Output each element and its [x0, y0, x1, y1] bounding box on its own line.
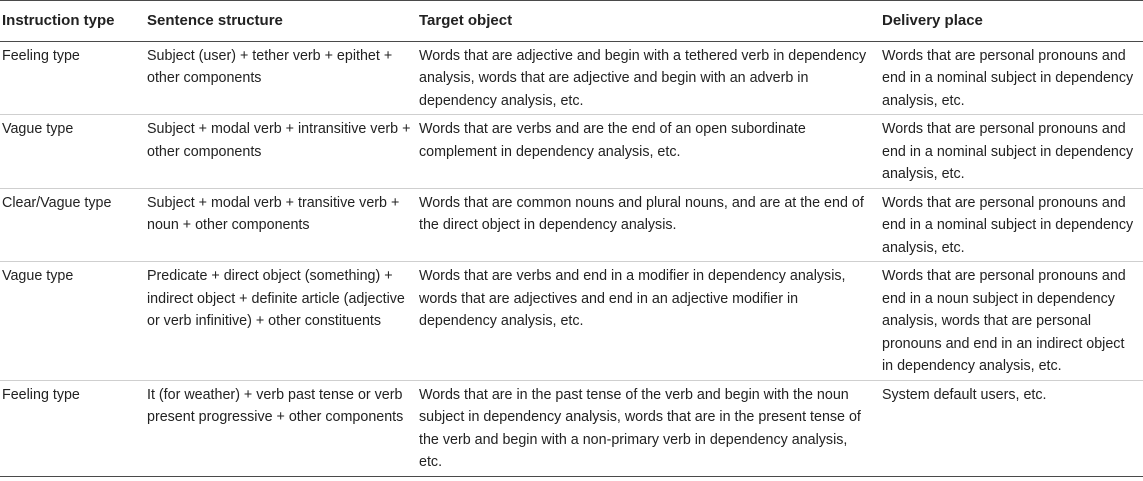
cell-instruction-type: Vague type [0, 262, 145, 381]
cell-target-object: Words that are in the past tense of the verb and begin with the noun subject in dependency analysis, words that are in the present tense of the verb and begin with a non-primary verb in dependency analysis, etc. [417, 380, 880, 476]
cell-instruction-type: Vague type [0, 115, 145, 189]
cell-sentence-structure: Subject (user) + tether verb + epithet + other components [145, 41, 417, 115]
cell-sentence-structure: It (for weather) + verb past tense or verb present progressive + other components [145, 380, 417, 476]
header-target-object: Target object [417, 1, 880, 42]
cell-target-object: Words that are adjective and begin with a tethered verb in dependency analysis, words that are adjective and begin with an adverb in dependency analysis, etc. [417, 41, 880, 115]
cell-sentence-structure: Predicate + direct object (something) + indirect object + definite article (adjective or verb infinitive) + other constituents [145, 262, 417, 381]
table-header [0, 1, 1143, 42]
table-row [0, 262, 1143, 381]
table-row [0, 380, 1143, 476]
header-delivery-place: Delivery place [880, 1, 1143, 42]
table-body [0, 41, 1143, 476]
cell-delivery-place: System default users, etc. [880, 380, 1143, 476]
cell-delivery-place: Words that are personal pronouns and end in a nominal subject in dependency analysis, etc. [880, 188, 1143, 262]
table-row [0, 115, 1143, 189]
header-sentence-structure: Sentence structure [145, 1, 417, 42]
cell-target-object: Words that are verbs and are the end of an open subordinate complement in dependency analysis, etc. [417, 115, 880, 189]
cell-target-object: Words that are verbs and end in a modifier in dependency analysis, words that are adjectives and end in an adjective modifier in dependency analysis, etc. [417, 262, 880, 381]
header-instruction-type: Instruction type [0, 1, 145, 42]
header-row [0, 1, 1143, 42]
cell-instruction-type: Clear/Vague type [0, 188, 145, 262]
cell-delivery-place: Words that are personal pronouns and end in a noun subject in dependency analysis, words that are personal pronouns and end in an indirect object in dependency analysis, etc. [880, 262, 1143, 381]
table-row [0, 41, 1143, 115]
cell-delivery-place: Words that are personal pronouns and end in a nominal subject in dependency analysis, etc. [880, 41, 1143, 115]
cell-sentence-structure: Subject + modal verb + transitive verb + noun + other components [145, 188, 417, 262]
cell-instruction-type: Feeling type [0, 380, 145, 476]
table-row [0, 188, 1143, 262]
cell-sentence-structure: Subject + modal verb + intransitive verb + other components [145, 115, 417, 189]
cell-delivery-place: Words that are personal pronouns and end in a nominal subject in dependency analysis, etc. [880, 115, 1143, 189]
cell-instruction-type: Feeling type [0, 41, 145, 115]
cell-target-object: Words that are common nouns and plural nouns, and are at the end of the direct object in dependency analysis. [417, 188, 880, 262]
